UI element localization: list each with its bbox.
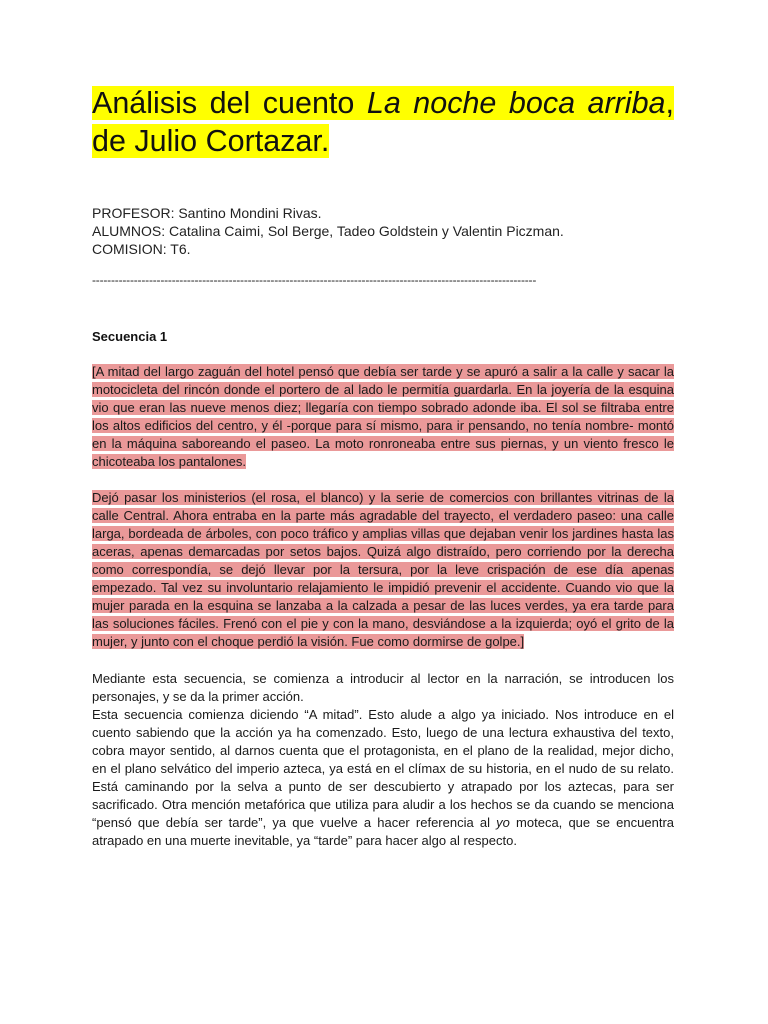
quote-paragraph-2 xyxy=(92,489,674,651)
profesor-line: PROFESOR: Santino Mondini Rivas. xyxy=(92,205,322,221)
document-meta xyxy=(92,204,674,258)
title-text-start: Análisis del cuento xyxy=(92,86,367,120)
title-story-name: La noche boca arriba xyxy=(366,86,666,120)
alumnos-line: ALUMNOS: Catalina Caimi, Sol Berge, Tadeo Goldstein y Valentin Piczman. xyxy=(92,223,564,239)
section-heading: Secuencia 1 xyxy=(92,329,168,344)
quote-highlight-1: [A mitad del largo zaguán del hotel pensó que debía ser tarde y se apuró a salir a la calle y sacar la motocicleta del rincón donde el portero de al lado le permitía guardarla. En la joyería de la esquina vio que eran las nueve menos diez; llegaría con tiempo sobrado adonde iba. El sol se filtraba entre los altos edificios del centro, y él -porque para sí mismo, para ir pensando, no tenía nombre- montó en la máquina saboreando el paseo. La moto ronroneaba entre sus piernas, y un viento fresco le chicoteaba los pantalones. xyxy=(92,364,674,469)
analysis-italic-word: yo xyxy=(496,815,510,830)
analysis-paragraph-2-end: moteca, que se encuentra atrapado en una muerte inevitable, ya “tarde” para hacer algo al respecto. xyxy=(92,815,674,848)
analysis-block xyxy=(92,670,674,850)
quote-highlight-2: Dejó pasar los ministerios (el rosa, el blanco) y la serie de comercios con brillantes vitrinas de la calle Central. Ahora entraba en la parte más agradable del trayecto, el verdadero paseo: una calle larga, bordeada de árboles, con poco tráfico y amplias villas que dejaban venir los jardines hasta las aceras, apenas demarcadas por setos bajos. Quizá algo distraído, pero corriendo por la derecha como correspondía, se dejó llevar por la tersura, por la leve crispación de ese día apenas empezado. Tal vez su involuntario relajamiento le impidió prevenir el accidente. Cuando vio que la mujer parada en la esquina se lanzaba a la calzada a pesar de las luces verdes, ya era tarde para las soluciones fáciles. Frenó con el pie y con la mano, desviándose a la izquierda; oyó el grito de la mujer, y junto con el choque perdió la visión. Fue como dormirse de golpe.] xyxy=(92,490,674,649)
title-text-end: , de Julio Cortazar. xyxy=(92,86,674,158)
analysis-paragraph-2 xyxy=(92,706,674,850)
comision-line: COMISION: T6. xyxy=(92,241,191,257)
quote-paragraph-1 xyxy=(92,363,674,471)
title-highlight xyxy=(92,86,674,158)
analysis-paragraph-1: Mediante esta secuencia, se comienza a introducir al lector en la narración, se introducen los personajes, y se da la primer acción. xyxy=(92,671,674,704)
dashed-separator: --------------------------------------------------------------------------------------------------------------------- xyxy=(92,273,537,287)
analysis-paragraph-2-start: Esta secuencia comienza diciendo “A mitad”. Esto alude a algo ya iniciado. Nos introduce en el cuento sabiendo que la acción ya ha comenzado. Esto, luego de una lectura exhaustiva del texto, cobra mayor sentido, al darnos cuenta que el protagonista, en el plano de la realidad, mejor dicho, en el plano selvático del imperio azteca, ya está en el clímax de su historia, en el nudo de su relato. Está caminando por la selva a punto de ser descubierto y atrapado por los aztecas, para ser sacrificado. Otra mención metafórica que utiliza para aludir a los hechos se da cuando se menciona “pensó que debía ser tarde”, ya que vuelve a hacer referencia al xyxy=(92,707,674,830)
document-title xyxy=(92,84,674,160)
document-page xyxy=(92,84,674,850)
